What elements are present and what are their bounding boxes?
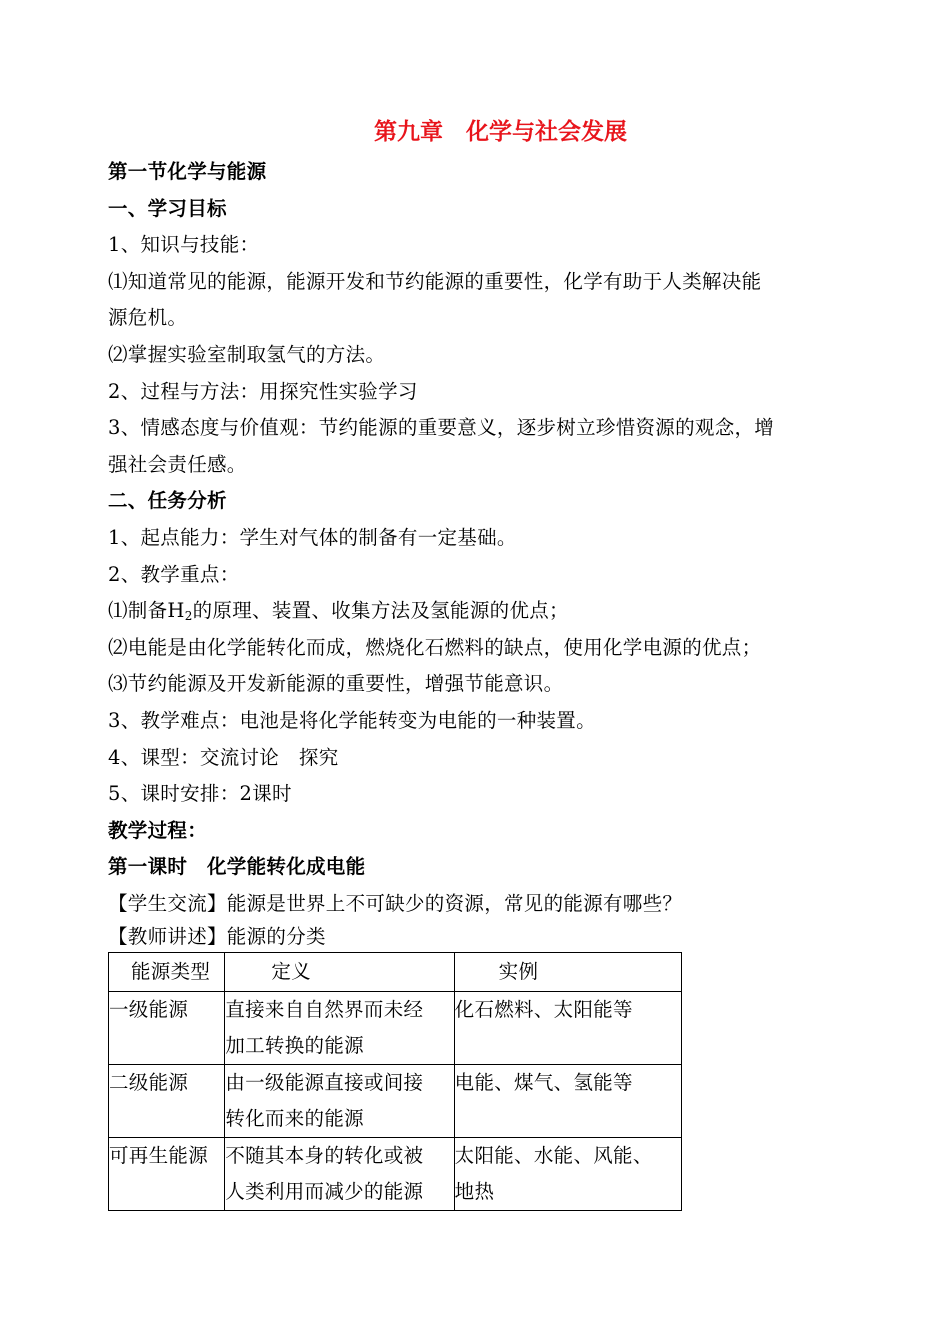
header-type: 能源类型 — [109, 953, 225, 992]
cell-definition — [225, 992, 454, 1065]
energy-classification-table — [108, 952, 682, 1211]
cell-type: 一级能源 — [109, 992, 225, 1065]
cell-definition-line: 不随其本身的转化或被 — [225, 1144, 424, 1168]
cell-definition — [225, 1138, 454, 1211]
cell-example — [454, 992, 681, 1065]
cell-definition-line: 直接来自自然界而未经 — [225, 998, 424, 1022]
task-item-2-2: ⑵电能是由化学能转化而成，燃烧化石燃料的缺点，使用化学电源的优点； — [108, 635, 762, 659]
header-definition: 定义 — [225, 953, 454, 992]
task-item-2-1 — [108, 593, 843, 630]
cell-example-line: 太阳能、水能、风能、 — [454, 1144, 653, 1168]
cell-definition-line: 加工转换的能源 — [225, 1034, 364, 1058]
document-page — [108, 110, 843, 1211]
task-item-4: 4、课型：交流讨论 探究 — [108, 745, 339, 769]
cell-example-line: 地热 — [454, 1180, 495, 1204]
table-row — [109, 992, 682, 1065]
objective-item-3: 3、情感态度与价值观：节约能源的重要意义，逐步树立珍惜资源的观念，增 — [108, 416, 775, 440]
objective-item-2: 2、过程与方法：用探究性实验学习 — [108, 379, 418, 403]
cell-definition-line: 由一级能源直接或间接 — [225, 1071, 424, 1095]
section-title: 第一节化学与能源 — [108, 160, 267, 183]
objectives-heading: 一、学习目标 — [108, 196, 227, 220]
task-item-3: 3、教学难点：电池是将化学能转变为电能的一种装置。 — [108, 708, 596, 732]
header-example: 实例 — [454, 953, 681, 992]
cell-example — [454, 1065, 681, 1138]
task-item-5: 5、课时安排：2课时 — [108, 782, 292, 806]
task-analysis-heading: 二、任务分析 — [108, 489, 227, 513]
cell-example-line: 电能、煤气、氢能等 — [454, 1071, 633, 1095]
student-exchange: 【学生交流】能源是世界上不可缺少的资源，常见的能源有哪些？ — [108, 891, 683, 915]
table-row — [109, 1138, 682, 1211]
task-item-2-1-post: 的原理、装置、收集方法及氢能源的优点； — [192, 599, 569, 623]
task-item-2-1-pre: ⑴制备H — [108, 599, 185, 623]
objective-item-1-1-cont: 源危机。 — [108, 306, 188, 330]
cell-type: 二级能源 — [109, 1065, 225, 1138]
objective-item-1-2: ⑵掌握实验室制取氢气的方法。 — [108, 342, 386, 366]
task-item-2-1-subscript: 2 — [184, 609, 193, 624]
cell-example-line: 化石燃料、太阳能等 — [454, 998, 633, 1022]
task-item-1: 1、起点能力：学生对气体的制备有一定基础。 — [108, 525, 517, 549]
cell-type: 可再生能源 — [109, 1138, 225, 1211]
objective-item-1-1: ⑴知道常见的能源，能源开发和节约能源的重要性，化学有助于人类解决能 — [108, 269, 762, 293]
table-row — [109, 1065, 682, 1138]
table-header-row — [109, 953, 682, 992]
objective-item-1: 1、知识与技能： — [108, 233, 260, 257]
objective-item-3-cont: 强社会责任感。 — [108, 452, 247, 476]
process-heading: 教学过程： — [108, 818, 208, 842]
cell-definition-line: 转化而来的能源 — [225, 1107, 364, 1131]
lesson-1-title: 第一课时 化学能转化成电能 — [108, 855, 366, 879]
cell-example — [454, 1138, 681, 1211]
teacher-talk: 【教师讲述】能源的分类 — [108, 925, 326, 949]
cell-definition — [225, 1065, 454, 1138]
task-item-2: 2、教学重点： — [108, 562, 240, 586]
cell-definition-line: 人类利用而减少的能源 — [225, 1180, 424, 1204]
chapter-title: 第九章 化学与社会发展 — [374, 119, 627, 145]
task-item-2-3: ⑶节约能源及开发新能源的重要性，增强节能意识。 — [108, 672, 564, 696]
